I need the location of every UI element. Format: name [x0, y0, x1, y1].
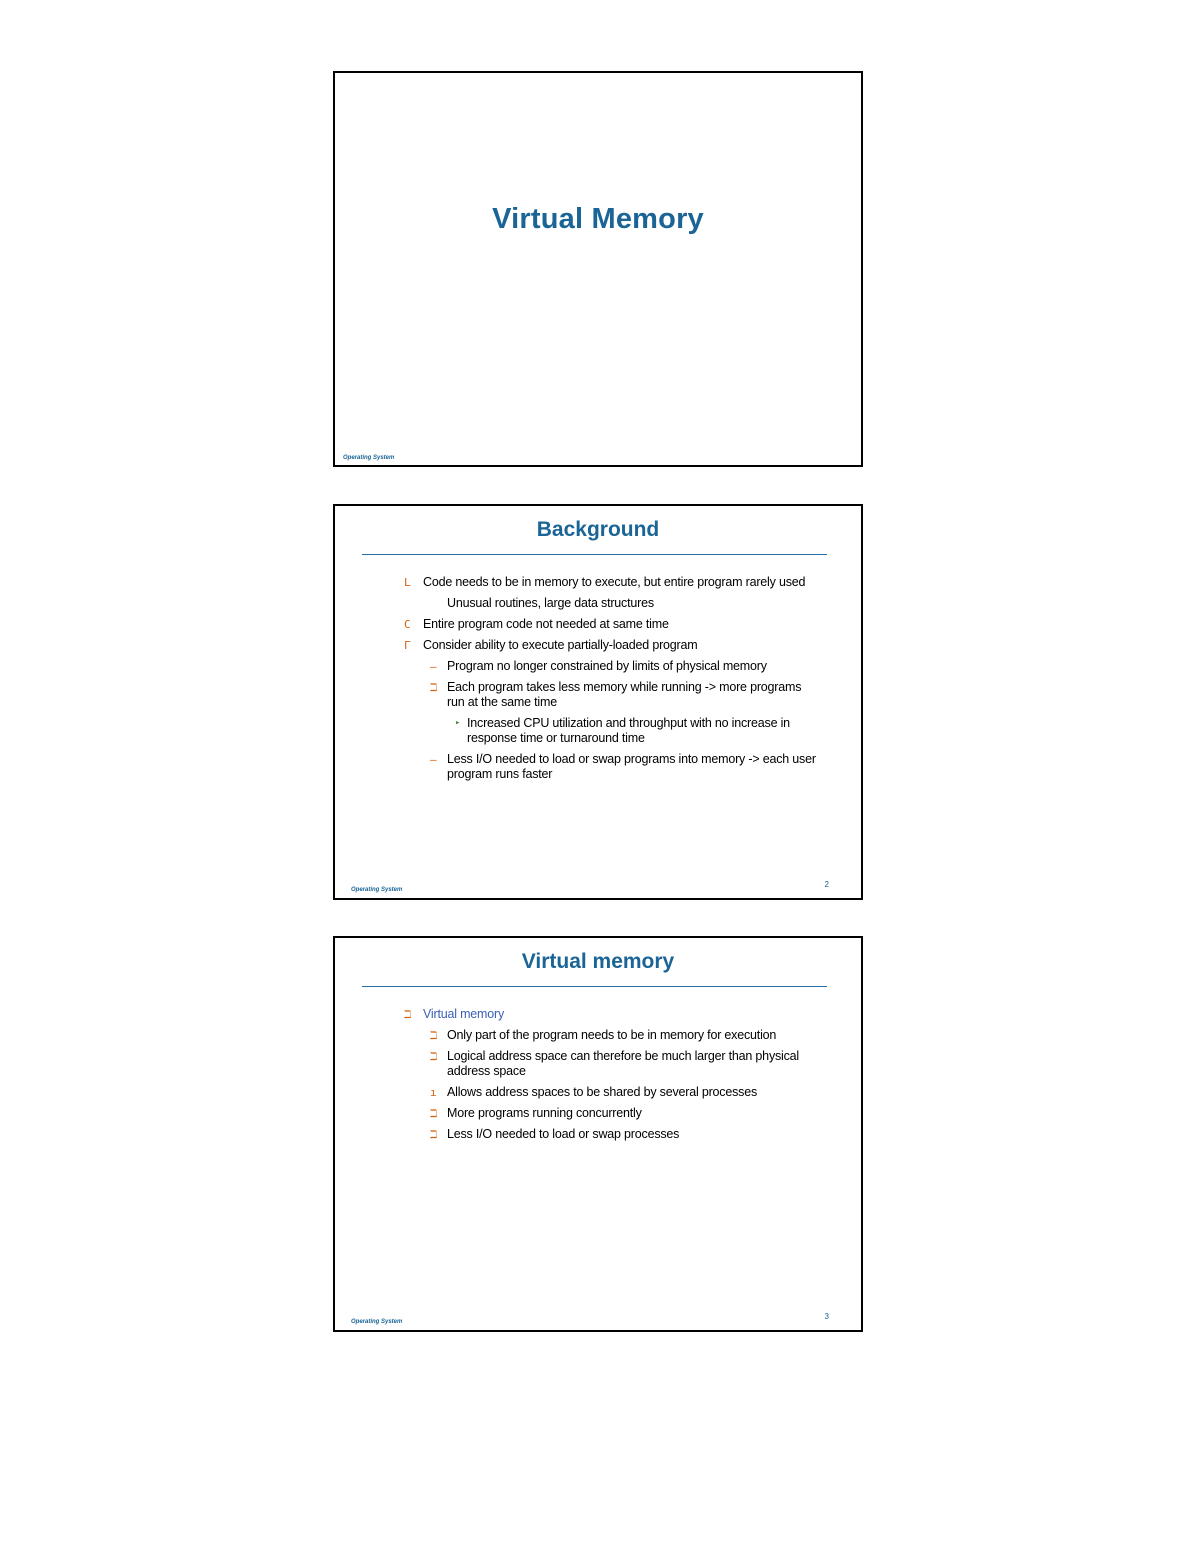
list-item	[401, 1085, 821, 1100]
list-item-text: Less I/O needed to load or swap processes	[447, 1127, 680, 1141]
list-item-text: Consider ability to execute partially-loaded program	[423, 638, 698, 652]
bullet-list	[401, 1007, 821, 1148]
list-item-text: Each program takes less memory while running -> more programs run at the same time	[447, 680, 802, 709]
bullet-icon: ı	[430, 1086, 437, 1099]
list-item	[401, 1028, 821, 1043]
bullet-list	[401, 575, 821, 788]
list-item	[401, 596, 821, 611]
bullet-icon: C	[404, 618, 411, 631]
bullet-icon: ℶ	[430, 1128, 438, 1141]
bullet-icon: ℶ	[430, 1029, 438, 1042]
slide-footer: Operating System	[351, 1319, 403, 1325]
list-item	[401, 1049, 821, 1079]
list-item	[401, 1007, 821, 1022]
slide-1	[333, 71, 863, 467]
bullet-icon: ℶ	[430, 1107, 438, 1120]
list-item	[401, 1127, 821, 1142]
list-item-text: Virtual memory	[423, 1007, 505, 1021]
slide-title: Background	[536, 518, 660, 541]
slide-2	[333, 504, 863, 900]
slide-title: Virtual memory	[521, 950, 675, 973]
list-item	[401, 575, 821, 590]
page-number: 3	[824, 1312, 829, 1321]
bullet-icon: ℶ	[430, 1050, 438, 1063]
slide-footer: Operating System	[351, 887, 403, 893]
list-item-text: Unusual routines, large data structures	[447, 596, 654, 610]
bullet-icon: ℶ	[430, 681, 438, 694]
list-item	[401, 638, 821, 653]
bullet-icon: –	[430, 753, 437, 766]
list-item-text: More programs running concurrently	[447, 1106, 642, 1120]
page-number: 2	[824, 880, 829, 889]
list-item	[401, 617, 821, 632]
list-item-text: Program no longer constrained by limits of physical memory	[447, 659, 767, 673]
bullet-icon: ▸	[455, 718, 461, 728]
list-item-text: Allows address spaces to be shared by several processes	[447, 1085, 757, 1099]
list-item	[401, 680, 821, 710]
list-item	[401, 752, 821, 782]
title-divider	[362, 986, 827, 987]
list-item-text: Logical address space can therefore be much larger than physical address space	[447, 1049, 799, 1078]
title-divider	[362, 554, 827, 555]
list-item	[401, 716, 821, 746]
slide-footer: Operating System	[343, 455, 395, 461]
list-item-text: Only part of the program needs to be in memory for execution	[447, 1028, 777, 1042]
bullet-icon: ℶ	[404, 1008, 412, 1021]
list-item-text: Code needs to be in memory to execute, but entire program rarely used	[423, 575, 806, 589]
list-item-text: Increased CPU utilization and throughput with no increase in response time or turnaround time	[467, 716, 790, 745]
slide-3	[333, 936, 863, 1332]
list-item	[401, 659, 821, 674]
slide-title: Virtual Memory	[492, 203, 704, 235]
list-item-text: Entire program code not needed at same time	[423, 617, 669, 631]
list-item	[401, 1106, 821, 1121]
bullet-icon: L	[404, 576, 411, 589]
bullet-icon: –	[430, 660, 437, 673]
bullet-icon: Γ	[404, 639, 411, 652]
list-item-text: Less I/O needed to load or swap programs into memory -> each user program runs faster	[447, 752, 816, 781]
